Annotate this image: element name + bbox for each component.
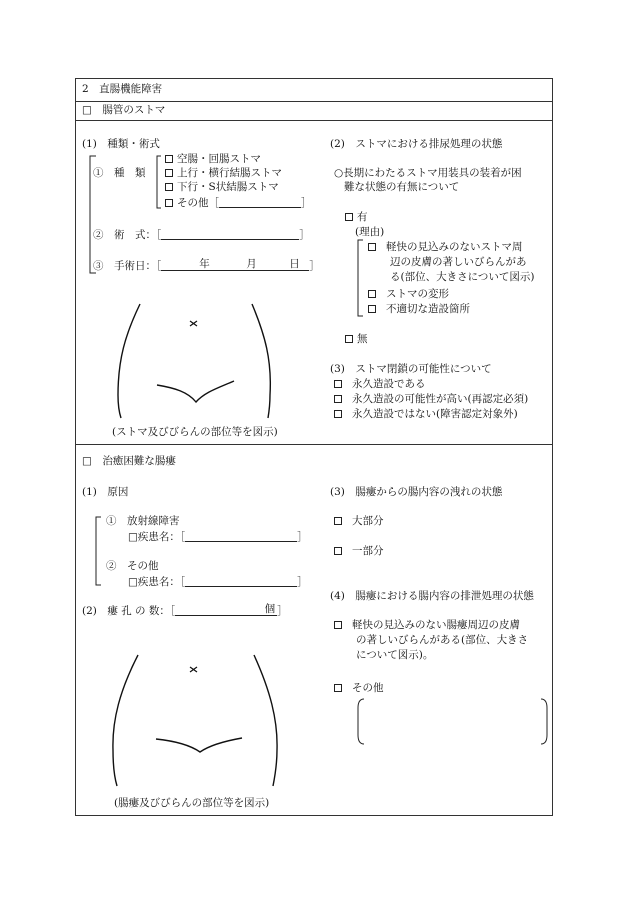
fistula-count-label: (2) 瘻 孔 の 数： xyxy=(82,605,170,617)
excretion-line-1: 軽快の見込みのない腸瘻周辺の皮膚 xyxy=(352,619,520,631)
reason-2-label: ストマの変形 xyxy=(386,288,449,300)
diagram-caption-1: (ストマ及びびらんの部位等を図示) xyxy=(112,426,278,438)
checkbox[interactable] xyxy=(334,684,342,692)
leak-1-label: 大部分 xyxy=(352,515,384,527)
kind-label: ① 種 類 xyxy=(93,167,146,179)
checkbox[interactable] xyxy=(334,547,342,555)
checkbox[interactable] xyxy=(334,517,342,525)
year-label: 年 xyxy=(199,258,210,270)
disease-row-2: □疾患名：［ ］ xyxy=(128,576,308,588)
checkbox[interactable] xyxy=(334,621,342,629)
reason-1-line-3: る(部位、大きさについて図示) xyxy=(390,271,535,283)
cause-1-label: ① 放射線障害 xyxy=(106,515,180,527)
kind-option-other[interactable]: その他［ ］ xyxy=(165,196,312,210)
reason-label: (理由) xyxy=(355,226,385,238)
type-heading: (1) 種類・術式 xyxy=(82,138,160,150)
disease-label[interactable]: □疾患名： xyxy=(128,531,180,543)
closure-heading: (3) ストマ閉鎖の可能性について xyxy=(330,363,492,375)
date-row: ③ 手術日：［ 年 月 日 ］ xyxy=(93,258,320,272)
urine-question-2: 難な状態の有無について xyxy=(344,181,460,193)
date-label: ③ 手術日： xyxy=(93,260,156,272)
excretion-line-2: の著しいびらんがある(部位、大きさ xyxy=(356,634,529,646)
kind-option-label: 下行・S状結腸ストマ xyxy=(177,181,279,193)
leak-option-1[interactable] xyxy=(334,515,384,528)
closure-3-label: 永久造設ではない(障害認定対象外) xyxy=(352,408,518,420)
surgery-label: ② 術 式： xyxy=(93,229,156,241)
closure-2-label: 永久造設の可能性が高い(再認定必須) xyxy=(352,393,529,405)
day-label: 日 xyxy=(289,258,300,270)
stoma-heading[interactable]: □ 腸管のストマ xyxy=(82,104,166,116)
kind-option-label: 上行・横行結腸ストマ xyxy=(177,167,282,179)
urine-question-1: ○長期にわたるストマ用装具の装着が困 xyxy=(334,167,522,179)
urine-heading: (2) ストマにおける排尿処理の状態 xyxy=(330,138,503,150)
diagram-caption-2: (腸瘻及びびらんの部位等を図示) xyxy=(114,797,270,809)
form-title: 2 直腸機能障害 xyxy=(82,83,163,95)
closure-1-label: 永久造設である xyxy=(352,378,426,390)
month-label: 月 xyxy=(246,258,257,270)
other-text-area[interactable] xyxy=(364,700,541,744)
reason-1-line-1: 軽快の見込みのないストマ周 xyxy=(386,241,523,253)
fistula-heading[interactable]: □ 治癒困難な腸瘻 xyxy=(82,455,176,467)
kind-option-label: 空腸・回腸ストマ xyxy=(177,153,261,165)
excretion-line-3: について図示)。 xyxy=(356,649,434,661)
excretion-option-1[interactable] xyxy=(334,619,520,632)
excretion-option-other[interactable] xyxy=(334,682,384,695)
cause-heading: (1) 原因 xyxy=(82,486,129,498)
kind-option-label: その他 xyxy=(177,197,209,209)
leak-option-2[interactable] xyxy=(334,545,384,558)
fistula-count-row: (2) 瘻 孔 の 数：［ 個 ］ xyxy=(82,603,288,617)
reason-1-line-2: 辺の皮膚の著しいびらんがあ xyxy=(390,256,527,268)
cause-2-label: ② その他 xyxy=(106,560,159,572)
surgery-row: ② 術 式：［ ］ xyxy=(93,229,310,241)
no-label: 無 xyxy=(357,333,368,345)
leak-heading: (3) 腸瘻からの腸内容の洩れの状態 xyxy=(330,486,503,498)
leak-2-label: 一部分 xyxy=(352,545,384,557)
reason-3-label: 不適切な造設箇所 xyxy=(386,303,470,315)
disease-row-1: □疾患名：［ ］ xyxy=(128,531,308,543)
yes-label: 有 xyxy=(357,211,368,223)
disease-label[interactable]: □疾患名： xyxy=(128,576,180,588)
fistula-unit: 個 xyxy=(264,603,276,615)
excretion-heading: (4) 腸瘻における腸内容の排泄処理の状態 xyxy=(330,590,534,602)
other-label: その他 xyxy=(352,682,384,694)
